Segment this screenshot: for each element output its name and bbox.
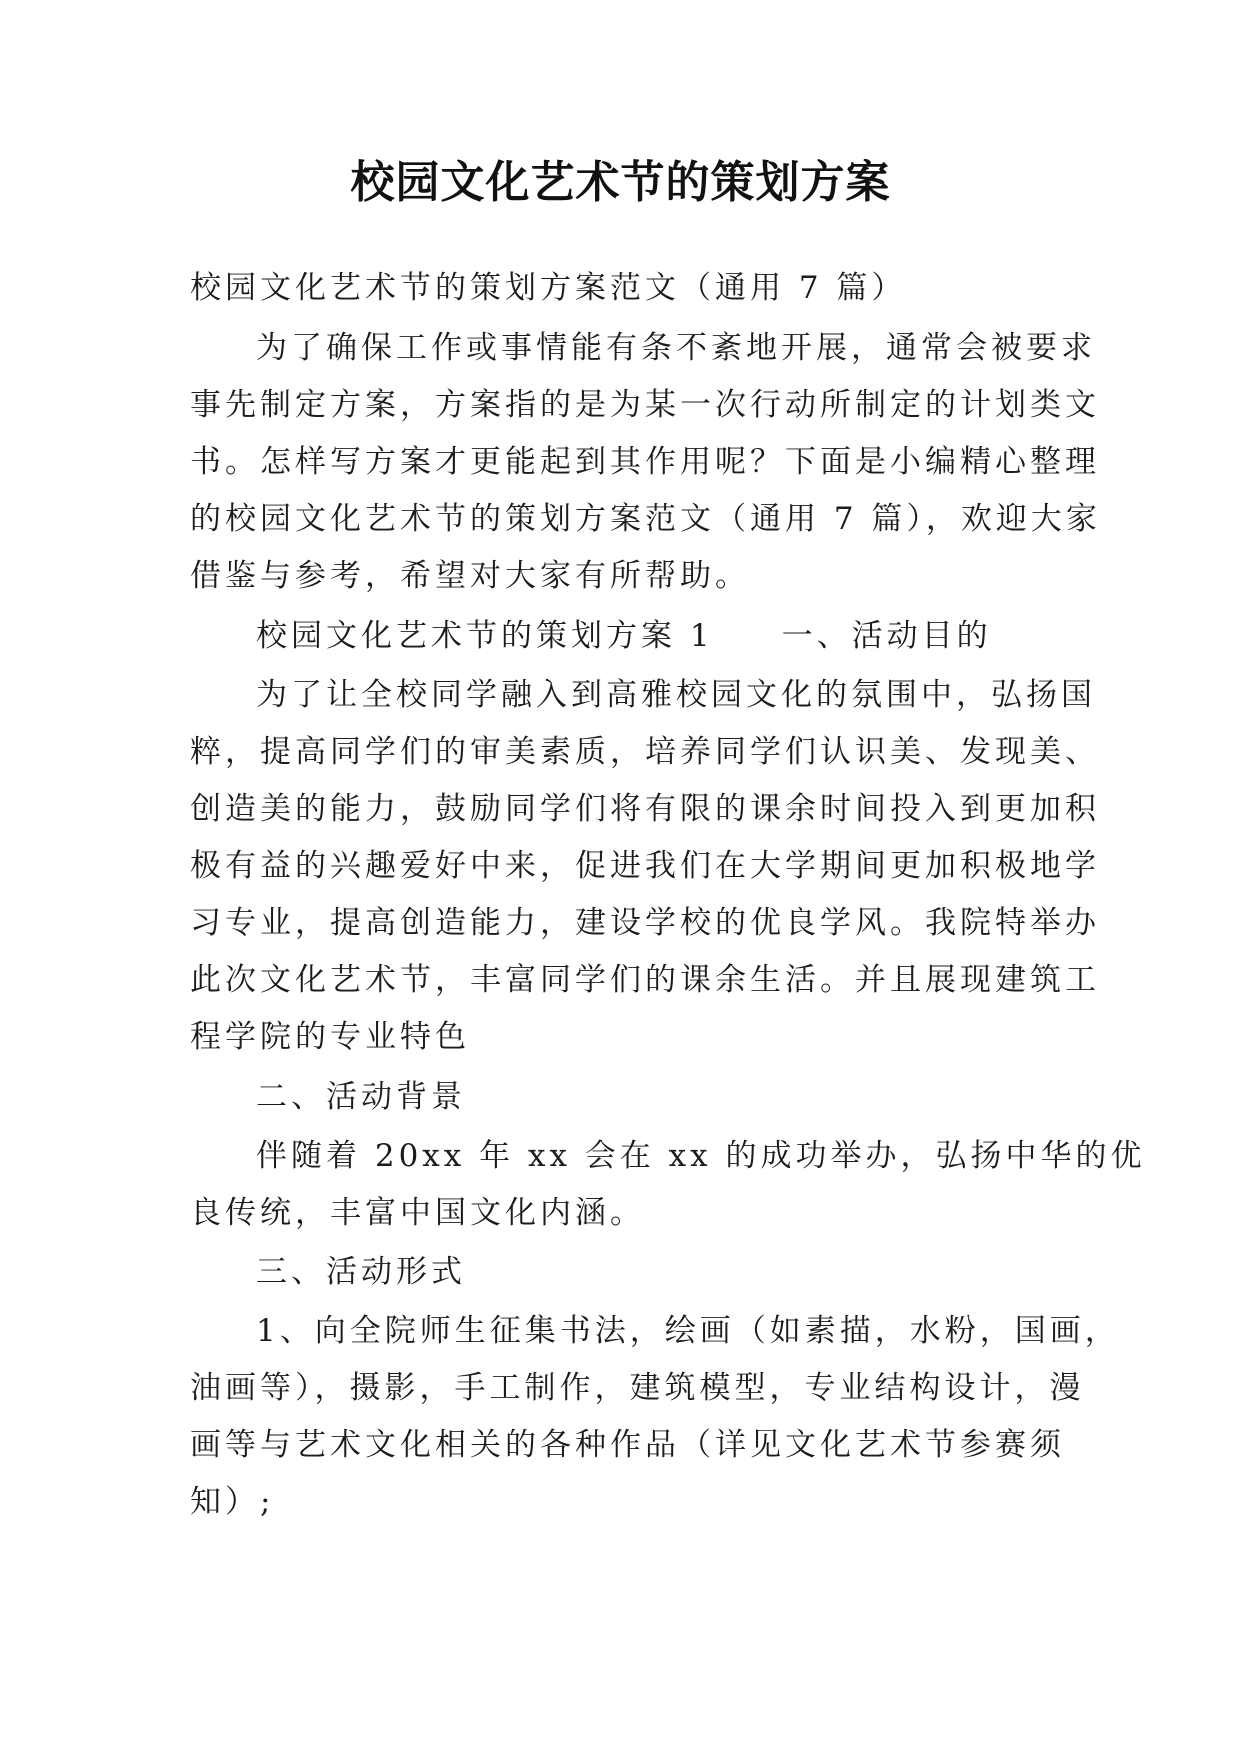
section-heading: 三、活动形式 xyxy=(256,1254,466,1290)
paragraph-line: 创造美的能力，鼓励同学们将有限的课余时间投入到更加积 xyxy=(190,791,1100,827)
paragraph-line: 的校园文化艺术节的策划方案范文（通用 7 篇），欢迎大家 xyxy=(190,501,1101,537)
paragraph-line: 习专业，提高创造能力，建设学校的优良学风。我院特举办 xyxy=(190,905,1100,941)
paragraph-line: 良传统，丰富中国文化内涵。 xyxy=(190,1195,645,1231)
paragraph-line: 程学院的专业特色 xyxy=(190,1019,470,1055)
subtitle-line: 校园文化艺术节的策划方案范文（通用 7 篇） xyxy=(190,270,907,306)
paragraph-line: 极有益的兴趣爱好中来，促进我们在大学期间更加积极地学 xyxy=(190,848,1100,884)
paragraph-line: 为了让全校同学融入到高雅校园文化的氛围中，弘扬国 xyxy=(256,677,1096,713)
paragraph-line: 粹，提高同学们的审美素质，培养同学们认识美、发现美、 xyxy=(190,734,1100,770)
paragraph-line: 画等与艺术文化相关的各种作品（详见文化艺术节参赛须 xyxy=(190,1427,1065,1463)
section-heading: 二、活动背景 xyxy=(256,1079,466,1115)
paragraph-line: 知）; xyxy=(190,1484,275,1520)
paragraph-line: 伴随着 20xx 年 xx 会在 xx 的成功举办，弘扬中华的优 xyxy=(256,1138,1146,1174)
paragraph-line: 为了确保工作或事情能有条不紊地开展，通常会被要求 xyxy=(256,330,1096,366)
paragraph-line: 书。怎样写方案才更能起到其作用呢？下面是小编精心整理 xyxy=(190,444,1100,480)
paragraph-line: 事先制定方案，方案指的是为某一次行动所制定的计划类文 xyxy=(190,387,1100,423)
section-title: 校园文化艺术节的策划方案 1 xyxy=(256,618,714,654)
paragraph-line: 借鉴与参考，希望对大家有所帮助。 xyxy=(190,558,750,594)
section-line xyxy=(256,614,992,658)
paragraph-line: 此次文化艺术节，丰富同学们的课余生活。并且展现建筑工 xyxy=(190,962,1100,998)
document-title: 校园文化艺术节的策划方案 xyxy=(350,157,891,208)
paragraph-line: 油画等），摄影，手工制作，建筑模型，专业结构设计，漫 xyxy=(190,1370,1085,1406)
section-heading: 一、活动目的 xyxy=(781,618,992,654)
paragraph-line: 1、向全院师生征集书法，绘画（如素描，水粉，国画， xyxy=(256,1313,1120,1349)
